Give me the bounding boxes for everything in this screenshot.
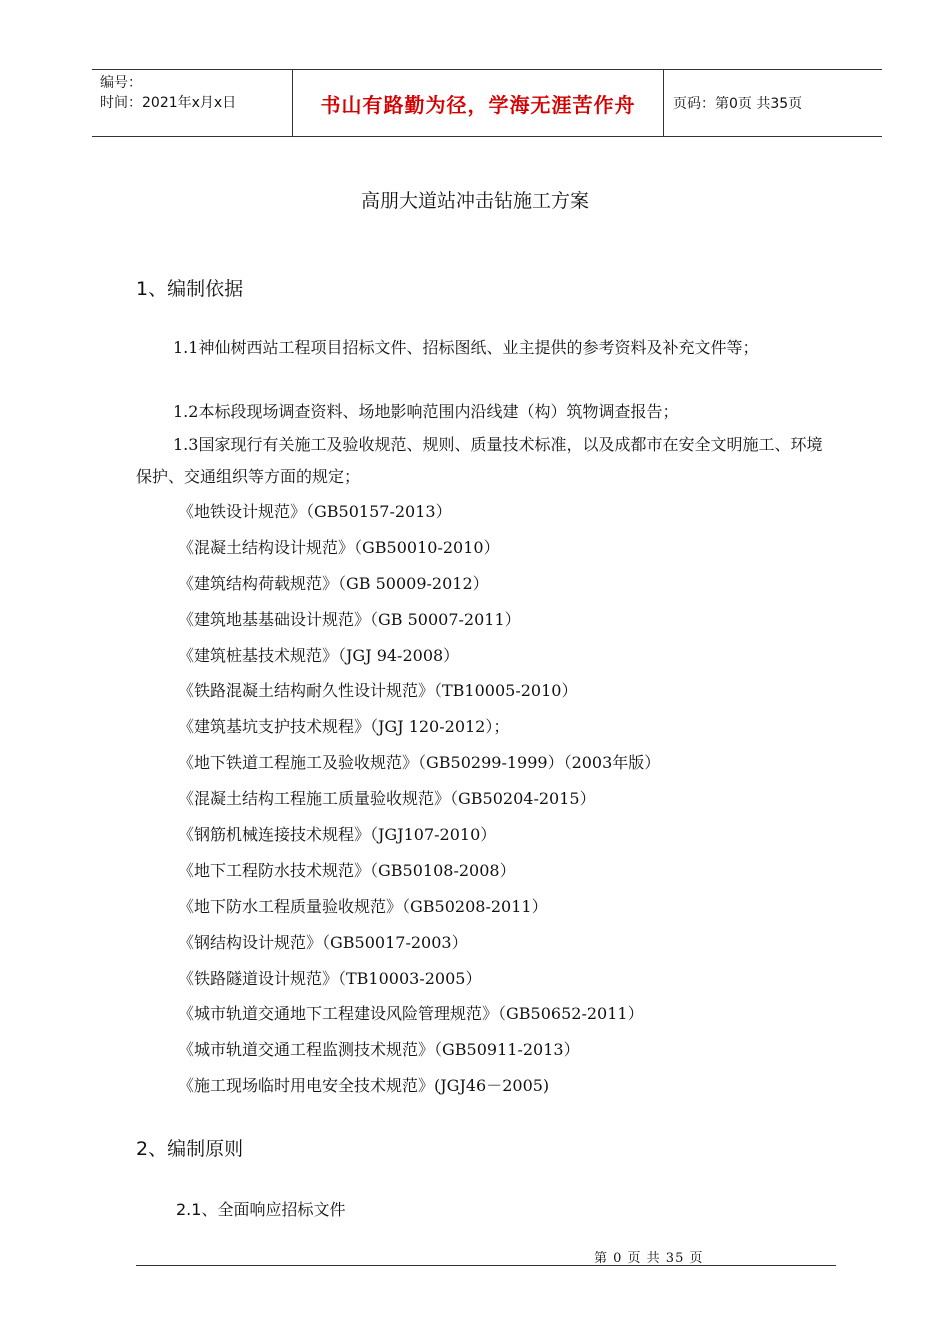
- section2-heading: 2、编制原则: [136, 1138, 244, 1160]
- paragraph-1-1: 1.1神仙树西站工程项目招标文件、招标图纸、业主提供的参考资料及补充文件等；: [173, 338, 759, 357]
- reference-item: 《铁路隧道设计规范》（TB10003-2005）: [178, 968, 482, 988]
- reference-list: [178, 500, 660, 1110]
- reference-item: 《建筑桩基技术规范》（JGJ 94-2008）: [178, 645, 460, 665]
- footer-page-number: 第 0 页 共 35 页: [594, 1251, 704, 1266]
- reference-item: 《建筑结构荷载规范》（GB 50009-2012）: [178, 573, 489, 593]
- section1-heading: 1、编制依据: [136, 278, 244, 300]
- reference-item: 《混凝土结构设计规范》（GB50010-2010）: [178, 537, 500, 557]
- footer-divider: [136, 1265, 836, 1266]
- paragraph-1-2: 1.2本标段现场调查资料、场地影响范围内沿线建（构）筑物调查报告；: [173, 402, 679, 421]
- reference-item: 《混凝土结构工程施工质量验收规范》（GB50204-2015）: [178, 789, 596, 809]
- reference-item: 《地下防水工程质量验收规范》（GB50208-2011）: [178, 896, 548, 916]
- header-table: [92, 69, 882, 137]
- reference-item: 《建筑地基基础设计规范》（GB 50007-2011）: [178, 609, 521, 629]
- reference-item: 《城市轨道交通工程监测技术规范》（GB50911-2013）: [178, 1040, 580, 1060]
- reference-item: 《城市轨道交通地下工程建设风险管理规范》（GB50652-2011）: [178, 1004, 644, 1024]
- number-label: 编号：: [100, 75, 142, 91]
- reference-item: 《钢结构设计规范》（GB50017-2003）: [178, 932, 468, 952]
- section2-1-subheading: 2.1、全面响应招标文件: [176, 1200, 346, 1219]
- reference-item: 《建筑基坑支护技术规程》（JGJ 120-2012）；: [178, 717, 510, 737]
- reference-item: 《地下铁道工程施工及验收规范》（GB50299-1999）（2003年版）: [178, 753, 661, 773]
- header-page-info: 页码：第0页 共35页: [673, 96, 803, 112]
- reference-item: 《铁路混凝土结构耐久性设计规范》（TB10005-2010）: [178, 681, 578, 701]
- reference-item: 《钢筋机械连接技术规程》（JGJ107-2010）: [178, 825, 497, 845]
- header-meta: [92, 70, 292, 136]
- reference-item: 《地铁设计规范》（GB50157-2013）: [178, 502, 452, 521]
- motto-text: 书山有路勤为径，学海无涯苦作舟: [320, 92, 636, 117]
- reference-item: 《地下工程防水技术规范》（GB50108-2008）: [178, 860, 516, 880]
- paragraph-1-3: 1.3国家现行有关施工及验收规范、规则、质量技术标准，以及成都市在安全文明施工、环境保护、交通组织等方面的规定；: [136, 435, 823, 486]
- header-motto-cell: [292, 70, 664, 136]
- time-label: 时间：2021年x月x日: [100, 95, 237, 111]
- reference-item: 《施工现场临时用电安全技术规范》(JGJ46－2005): [178, 1076, 550, 1096]
- document-title: 高朋大道站冲击钻施工方案: [360, 190, 589, 212]
